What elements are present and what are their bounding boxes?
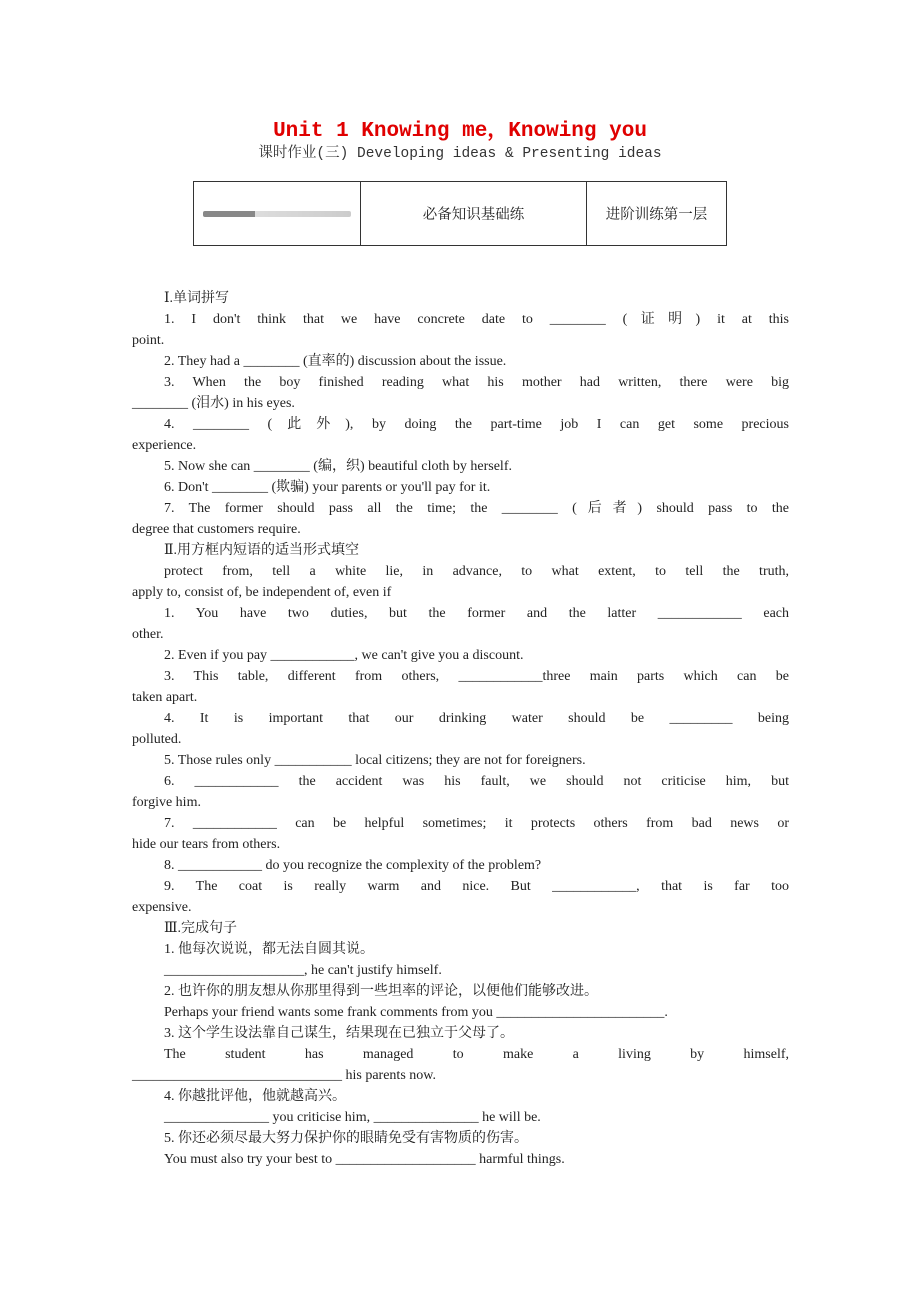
question-line: expensive.	[132, 900, 192, 915]
page-subtitle: 课时作业(三) Developing ideas & Presenting ideas	[258, 146, 662, 162]
answer-line: The student has managed to make a living by himself,	[164, 1047, 789, 1062]
exercise-body	[132, 288, 789, 1170]
question-line: experience.	[132, 438, 197, 453]
question-line: 5. Those rules only ___________ local citizens; they are not for foreigners.	[164, 753, 586, 768]
answer-line: Perhaps your friend wants some frank comments from you ________________________.	[164, 1005, 668, 1020]
page-title: Unit 1 Knowing me，Knowing you	[273, 120, 647, 143]
question-line: 2. 也许你的朋友想从你那里得到一些坦率的评论，以便他们能够改进。	[164, 984, 598, 999]
question-line: hide our tears from others.	[132, 837, 281, 852]
answer-line: You must also try your best to ____________________ harmful things.	[164, 1152, 565, 1167]
question-line: 5. Now she can ________ (编，织) beautiful cloth by herself.	[164, 459, 512, 474]
question-line: 5. 你还必须尽最大努力保护你的眼睛免受有害物质的伤害。	[164, 1131, 528, 1146]
question-line: point.	[132, 333, 165, 348]
question-line: 4. It is important that our drinking water should be _________ being	[164, 711, 789, 726]
question-line: 9. The coat is really warm and nice. But ____________, that is far too	[164, 879, 789, 894]
section-heading: Ⅱ.用方框内短语的适当形式填空	[164, 543, 360, 558]
question-line: 4. ________ (此外), by doing the part-time job I can get some precious	[164, 417, 789, 432]
phrase-box-line: apply to, consist of, be independent of, even if	[132, 585, 392, 600]
question-line: 1. You have two duties, but the former and the latter ____________ each	[164, 606, 789, 621]
basic-practice-cell: 必备知识基础练	[361, 182, 587, 246]
progress-cell	[194, 182, 361, 246]
question-line: 3. This table, different from others, ____________three main parts which can be	[164, 669, 789, 684]
advanced-level-cell: 进阶训练第一层	[587, 182, 727, 246]
question-line: forgive him.	[132, 795, 201, 810]
answer-line: ____________________, he can't justify himself.	[164, 963, 442, 978]
question-line: other.	[132, 627, 164, 642]
question-line: 1. I don't think that we have concrete date to ________ (证明) it at this	[164, 312, 789, 327]
question-line: 6. ____________ the accident was his fault, we should not criticise him, but	[164, 774, 789, 789]
question-line: 3. When the boy finished reading what his mother had written, there were big	[164, 375, 789, 390]
question-line: 4. 你越批评他，他就越高兴。	[164, 1089, 346, 1104]
question-line: 1. 他每次说说，都无法自圆其说。	[164, 942, 374, 957]
phrase-box-line: protect from, tell a white lie, in advance, to what extent, to tell the truth,	[164, 564, 789, 579]
section-heading: Ⅰ.单词拼写	[164, 291, 230, 306]
question-line: ________ (泪水) in his eyes.	[132, 396, 295, 411]
answer-line: ______________________________ his parents now.	[132, 1068, 436, 1083]
answer-line: _______________ you criticise him, _______________ he will be.	[164, 1110, 541, 1125]
question-line: 6. Don't ________ (欺骗) your parents or you'll pay for it.	[164, 480, 491, 495]
question-line: 2. Even if you pay ____________, we can't give you a discount.	[164, 648, 524, 663]
question-line: 7. The former should pass all the time; the ________ (后者) should pass to the	[164, 501, 789, 516]
question-line: 3. 这个学生设法靠自己谋生，结果现在已独立于父母了。	[164, 1026, 514, 1041]
level-table	[193, 181, 727, 246]
question-line: degree that customers require.	[132, 522, 301, 537]
question-line: 8. ____________ do you recognize the complexity of the problem?	[164, 858, 542, 873]
progress-bar-icon	[203, 211, 351, 217]
question-line: 2. They had a ________ (直率的) discussion about the issue.	[164, 354, 507, 369]
question-line: polluted.	[132, 732, 182, 747]
section-heading: Ⅲ.完成句子	[164, 921, 238, 936]
question-line: 7. ____________ can be helpful sometimes; it protects others from bad news or	[164, 816, 789, 831]
question-line: taken apart.	[132, 690, 198, 705]
